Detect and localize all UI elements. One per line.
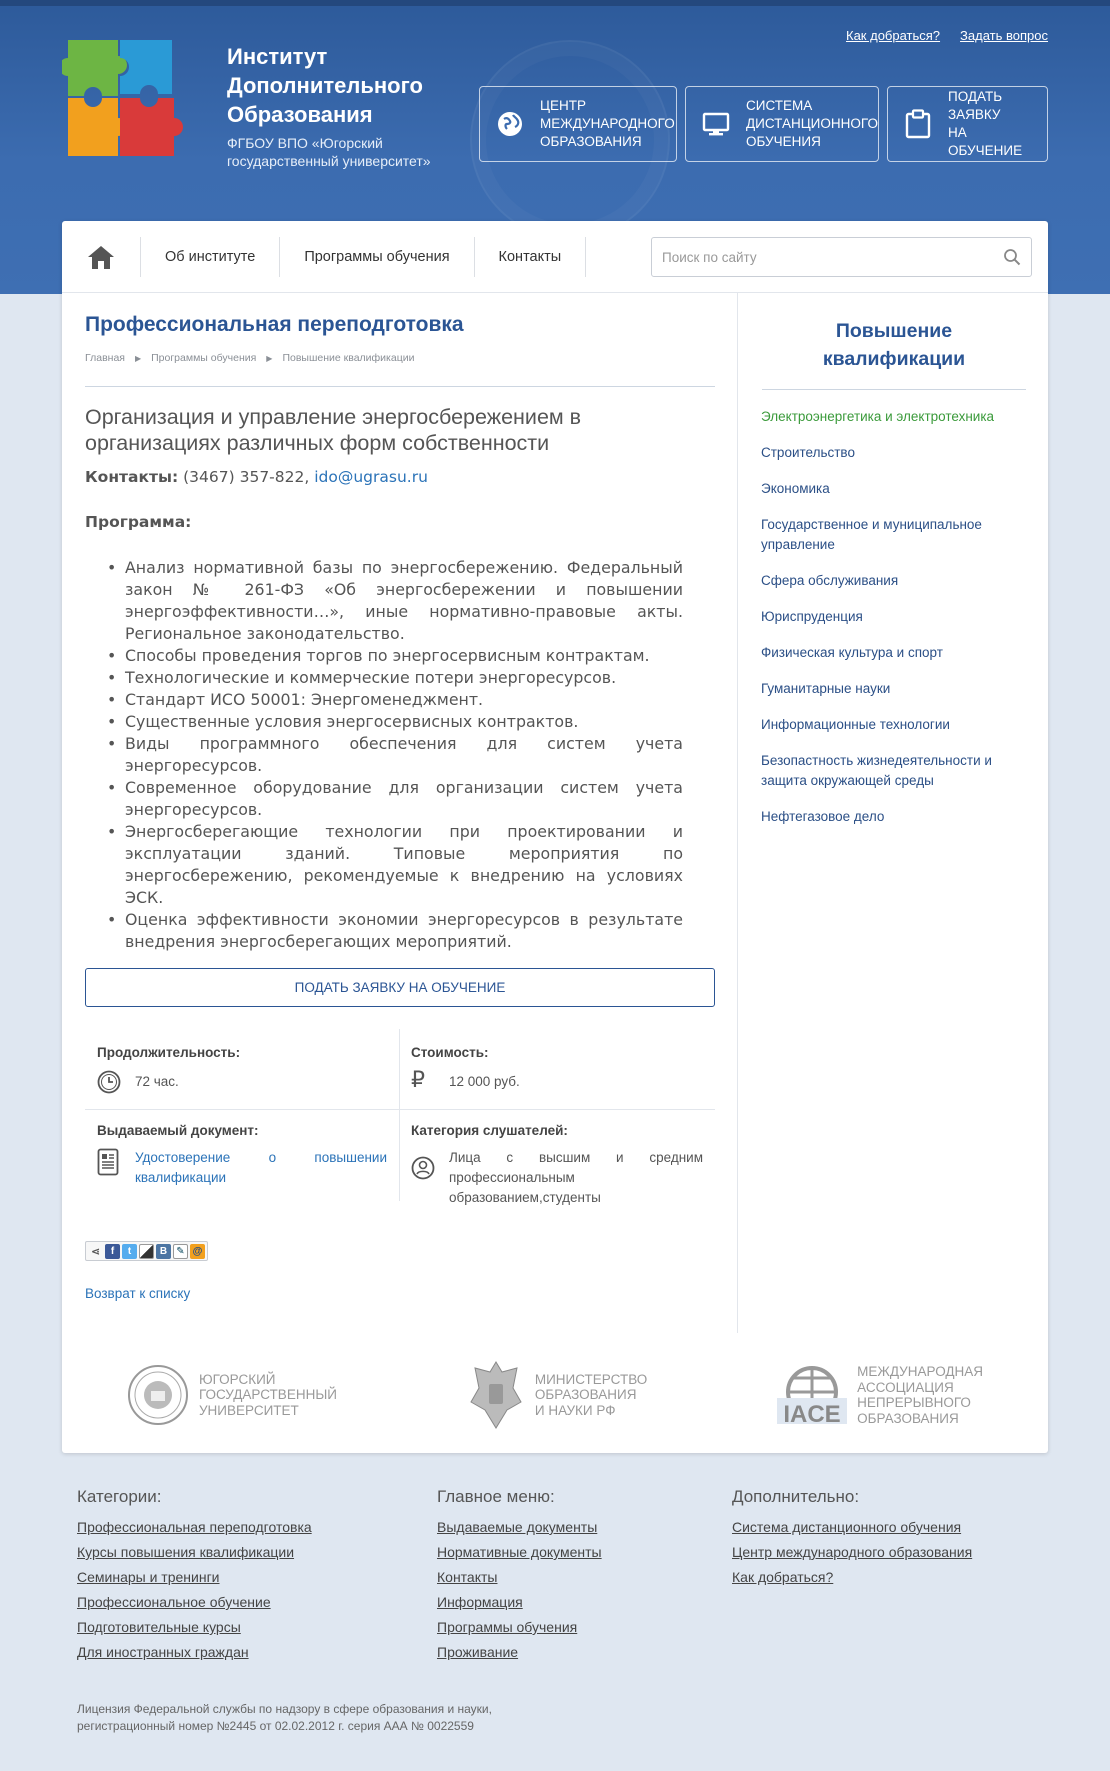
state-emblem-icon: [467, 1358, 525, 1432]
list-item: • Виды программного обеспечения для систем учета энергоресурсов.: [125, 733, 683, 777]
sidebar-title-divider: [762, 389, 1026, 390]
partner-ministry-name: МИНИСТЕРСТВО ОБРАЗОВАНИЯ И НАУКИ РФ: [534, 1371, 648, 1418]
document-link[interactable]: Удостоверение о повышении квалификации: [135, 1150, 387, 1185]
partner-university-name: ЮГОРСКИЙ ГОСУДАРСТВЕННЫЙ УНИВЕРСИТЕТ: [198, 1371, 337, 1418]
list-item: • Способы проведения торгов по энергосервисным контрактам.: [125, 645, 683, 667]
course-contacts: [85, 468, 428, 486]
program-label: Программа:: [85, 513, 192, 531]
course-title: Организация и управление энергосбережением в организациях различных форм собственности: [85, 405, 582, 455]
category-cell: [411, 1123, 703, 1208]
search-box: [651, 237, 1032, 277]
iace-logo-text: IACE: [783, 1401, 841, 1426]
sidebar-item-sport[interactable]: Физическая культура и спорт: [761, 645, 943, 660]
search-icon[interactable]: [1003, 248, 1021, 266]
footer-categories: [77, 1487, 312, 1665]
breadcrumb-current[interactable]: Повышение квалификации: [282, 352, 415, 364]
sidebar-item-humanities[interactable]: Гуманитарные науки: [761, 681, 891, 696]
breadcrumb-arrow-icon: ▶: [134, 353, 142, 363]
footer-categories-title: Категории:: [77, 1487, 162, 1506]
program-list: [125, 557, 683, 953]
list-item: • Анализ нормативной базы по энергосбережению. Федеральный закон № 261-ФЗ «Об энергосбережении и повышении энергоэффективности…», иные нормативно-правовые акты. Региональное законодательство.: [125, 557, 683, 645]
nav-item-contacts[interactable]: Контакты: [498, 248, 562, 265]
sidebar-item-safety[interactable]: Безопастность жизнедеятельности и защита окружающей среды: [761, 753, 992, 788]
partner-iace[interactable]: [777, 1364, 983, 1426]
list-item: • Оценка эффективности экономии энергоресурсов в результате внедрения энергосберегающих мероприятий.: [125, 909, 683, 953]
sidebar-item-oil-gas[interactable]: Нефтегазовое дело: [761, 809, 885, 824]
monitor-icon: [702, 111, 730, 137]
top-links: [846, 28, 1048, 43]
sidebar-item-public-admin[interactable]: Государственное и муниципальное управление: [761, 517, 982, 552]
footer-link[interactable]: Профессиональное обучение: [77, 1594, 271, 1610]
contacts-email-link[interactable]: ido@ugrasu.ru: [314, 468, 428, 486]
duration-value: 72 час.: [135, 1074, 179, 1089]
share-icon[interactable]: ⋖: [90, 1245, 101, 1258]
partner-iace-name: МЕЖДУНАРОДНАЯ АССОЦИАЦИЯ НЕПРЕРЫВНОГО ОБРАЗОВАНИЯ: [857, 1364, 984, 1426]
delicious-icon[interactable]: [139, 1244, 154, 1259]
footer-link[interactable]: Проживание: [437, 1644, 519, 1660]
footer-link[interactable]: Курсы повышения квалификации: [77, 1544, 295, 1560]
document-icon: [97, 1148, 119, 1176]
document-cell: [97, 1123, 387, 1188]
sidebar-list: [761, 407, 1025, 843]
apply-header-button[interactable]: ПОДАТЬ ЗАЯВКУ НА ОБУЧЕНИЕ: [887, 86, 1048, 162]
clipboard-icon: [905, 109, 931, 139]
cost-label: Стоимость:: [411, 1045, 489, 1060]
nav-item-about[interactable]: Об институте: [165, 248, 256, 265]
twitter-icon[interactable]: t: [122, 1244, 137, 1259]
footer-link[interactable]: Нормативные документы: [437, 1544, 602, 1560]
list-item: • Стандарт ИСО 50001: Энергоменеджмент.: [125, 689, 683, 711]
list-item: • Современное оборудование для организации систем учета энергоресурсов.: [125, 777, 683, 821]
footer-link[interactable]: Семинары и тренинги: [77, 1569, 220, 1585]
info-divider: [399, 1029, 400, 1201]
breadcrumb: [85, 352, 414, 364]
distance-learning-button[interactable]: СИСТЕМА ДИСТАНЦИОННОГО ОБУЧЕНИЯ: [685, 86, 879, 162]
category-value: Лица с высшим и средним профессиональным образованием,студенты: [449, 1150, 703, 1205]
duration-label: Продолжительность:: [97, 1045, 241, 1060]
partner-university[interactable]: [127, 1364, 337, 1426]
vk-icon[interactable]: В: [156, 1244, 171, 1259]
nav-separator: [585, 237, 586, 277]
globe-icon: [497, 111, 523, 137]
content-card: [62, 221, 1048, 1453]
partner-ministry[interactable]: [467, 1358, 647, 1432]
footer-link[interactable]: Программы обучения: [437, 1619, 578, 1635]
footer-link[interactable]: Для иностранных граждан: [77, 1644, 249, 1660]
footer-link[interactable]: Система дистанционного обучения: [732, 1519, 962, 1535]
sidebar-item-construction[interactable]: Строительство: [761, 445, 855, 460]
search-input[interactable]: [662, 250, 1003, 265]
ruble-icon: ₽: [411, 1068, 425, 1093]
breadcrumb-programs[interactable]: Программы обучения: [151, 352, 257, 364]
info-divider: [85, 1109, 715, 1110]
ask-question-link[interactable]: Задать вопрос: [960, 28, 1048, 43]
footer-menu: [437, 1487, 602, 1665]
sidebar-item-it[interactable]: Информационные технологии: [761, 717, 950, 732]
license-text: Лицензия Федеральной службы по надзору в сфере образования и науки, регистрационный номер №2445 от 02.02.2012 г. серия ААА № 0022559: [77, 1702, 492, 1733]
livejournal-icon[interactable]: ✎: [173, 1244, 188, 1259]
contacts-label: Контакты:: [85, 468, 179, 486]
share-bar: [85, 1241, 208, 1261]
footer-menu-title: Главное меню:: [437, 1487, 555, 1506]
breadcrumb-arrow-icon: ▶: [266, 353, 273, 363]
breadcrumb-home[interactable]: Главная: [85, 352, 125, 364]
main-nav: [62, 221, 1048, 293]
course-info: [85, 1029, 715, 1205]
nav-item-programs[interactable]: Программы обучения: [304, 248, 450, 265]
footer-extra-title: Дополнительно:: [732, 1487, 860, 1506]
brand-subtitle: ФГБОУ ВПО «Югорский государственный университет»: [227, 135, 431, 169]
list-item: • Технологические и коммерческие потери энергоресурсов.: [125, 667, 683, 689]
home-button[interactable]: [62, 221, 140, 293]
iace-logo-icon: [777, 1364, 847, 1426]
facebook-icon[interactable]: f: [105, 1244, 120, 1259]
international-center-button[interactable]: ЦЕНТР МЕЖДУНАРОДНОГО ОБРАЗОВАНИЯ: [479, 86, 677, 162]
duration-cell: [97, 1045, 387, 1100]
partners-band: [62, 1338, 1048, 1452]
back-to-list-link[interactable]: Возврат к списку: [85, 1286, 191, 1301]
footer-link[interactable]: Выдаваемые документы: [437, 1519, 598, 1535]
user-icon: [411, 1156, 435, 1180]
contacts-phone: (3467) 357-822,: [178, 468, 315, 486]
title-divider: [85, 386, 715, 387]
cost-cell: [411, 1045, 703, 1092]
footer-link[interactable]: Контакты: [437, 1569, 498, 1585]
clock-icon: [97, 1070, 121, 1094]
document-label: Выдаваемый документ:: [97, 1123, 259, 1138]
sidebar-item-economics[interactable]: Экономика: [761, 481, 830, 496]
sidebar-item-services[interactable]: Сфера обслуживания: [761, 573, 899, 588]
list-item: • Энергосберегающие технологии при проектировании и эксплуатации зданий. Типовые мероприятия по энергосбережению, рекомендуемые к внедрению на условиях ЭСК.: [125, 821, 683, 909]
footer-link[interactable]: Центр международного образования: [732, 1544, 973, 1560]
page-title: Профессиональная переподготовка: [85, 313, 464, 336]
university-seal-icon: [127, 1364, 189, 1426]
footer-link[interactable]: Как добраться?: [732, 1569, 834, 1585]
brand-title: Институт Дополнительного Образования: [227, 44, 423, 127]
mailru-icon[interactable]: @: [190, 1244, 205, 1259]
footer-extra: [732, 1487, 972, 1590]
list-item: • Существенные условия энергосервисных контрактов.: [125, 711, 683, 733]
sidebar-item-electro[interactable]: Электроэнергетика и электротехника: [761, 409, 995, 424]
footer-link[interactable]: Профессиональная переподготовка: [77, 1519, 312, 1535]
sidebar-title: Повышение квалификации: [822, 320, 966, 370]
footer-link[interactable]: Подготовительные курсы: [77, 1619, 241, 1635]
sidebar-item-law[interactable]: Юриспруденция: [761, 609, 863, 624]
home-icon: [87, 244, 115, 270]
apply-button[interactable]: ПОДАТЬ ЗАЯВКУ НА ОБУЧЕНИЕ: [85, 968, 715, 1007]
sidebar-divider: [737, 293, 738, 1333]
category-label: Категория слушателей:: [411, 1123, 568, 1138]
cost-value: 12 000 руб.: [449, 1074, 520, 1089]
footer-link[interactable]: Информация: [437, 1594, 523, 1610]
how-to-get-link[interactable]: Как добраться?: [846, 28, 941, 43]
puzzle-logo-icon[interactable]: [62, 36, 184, 182]
